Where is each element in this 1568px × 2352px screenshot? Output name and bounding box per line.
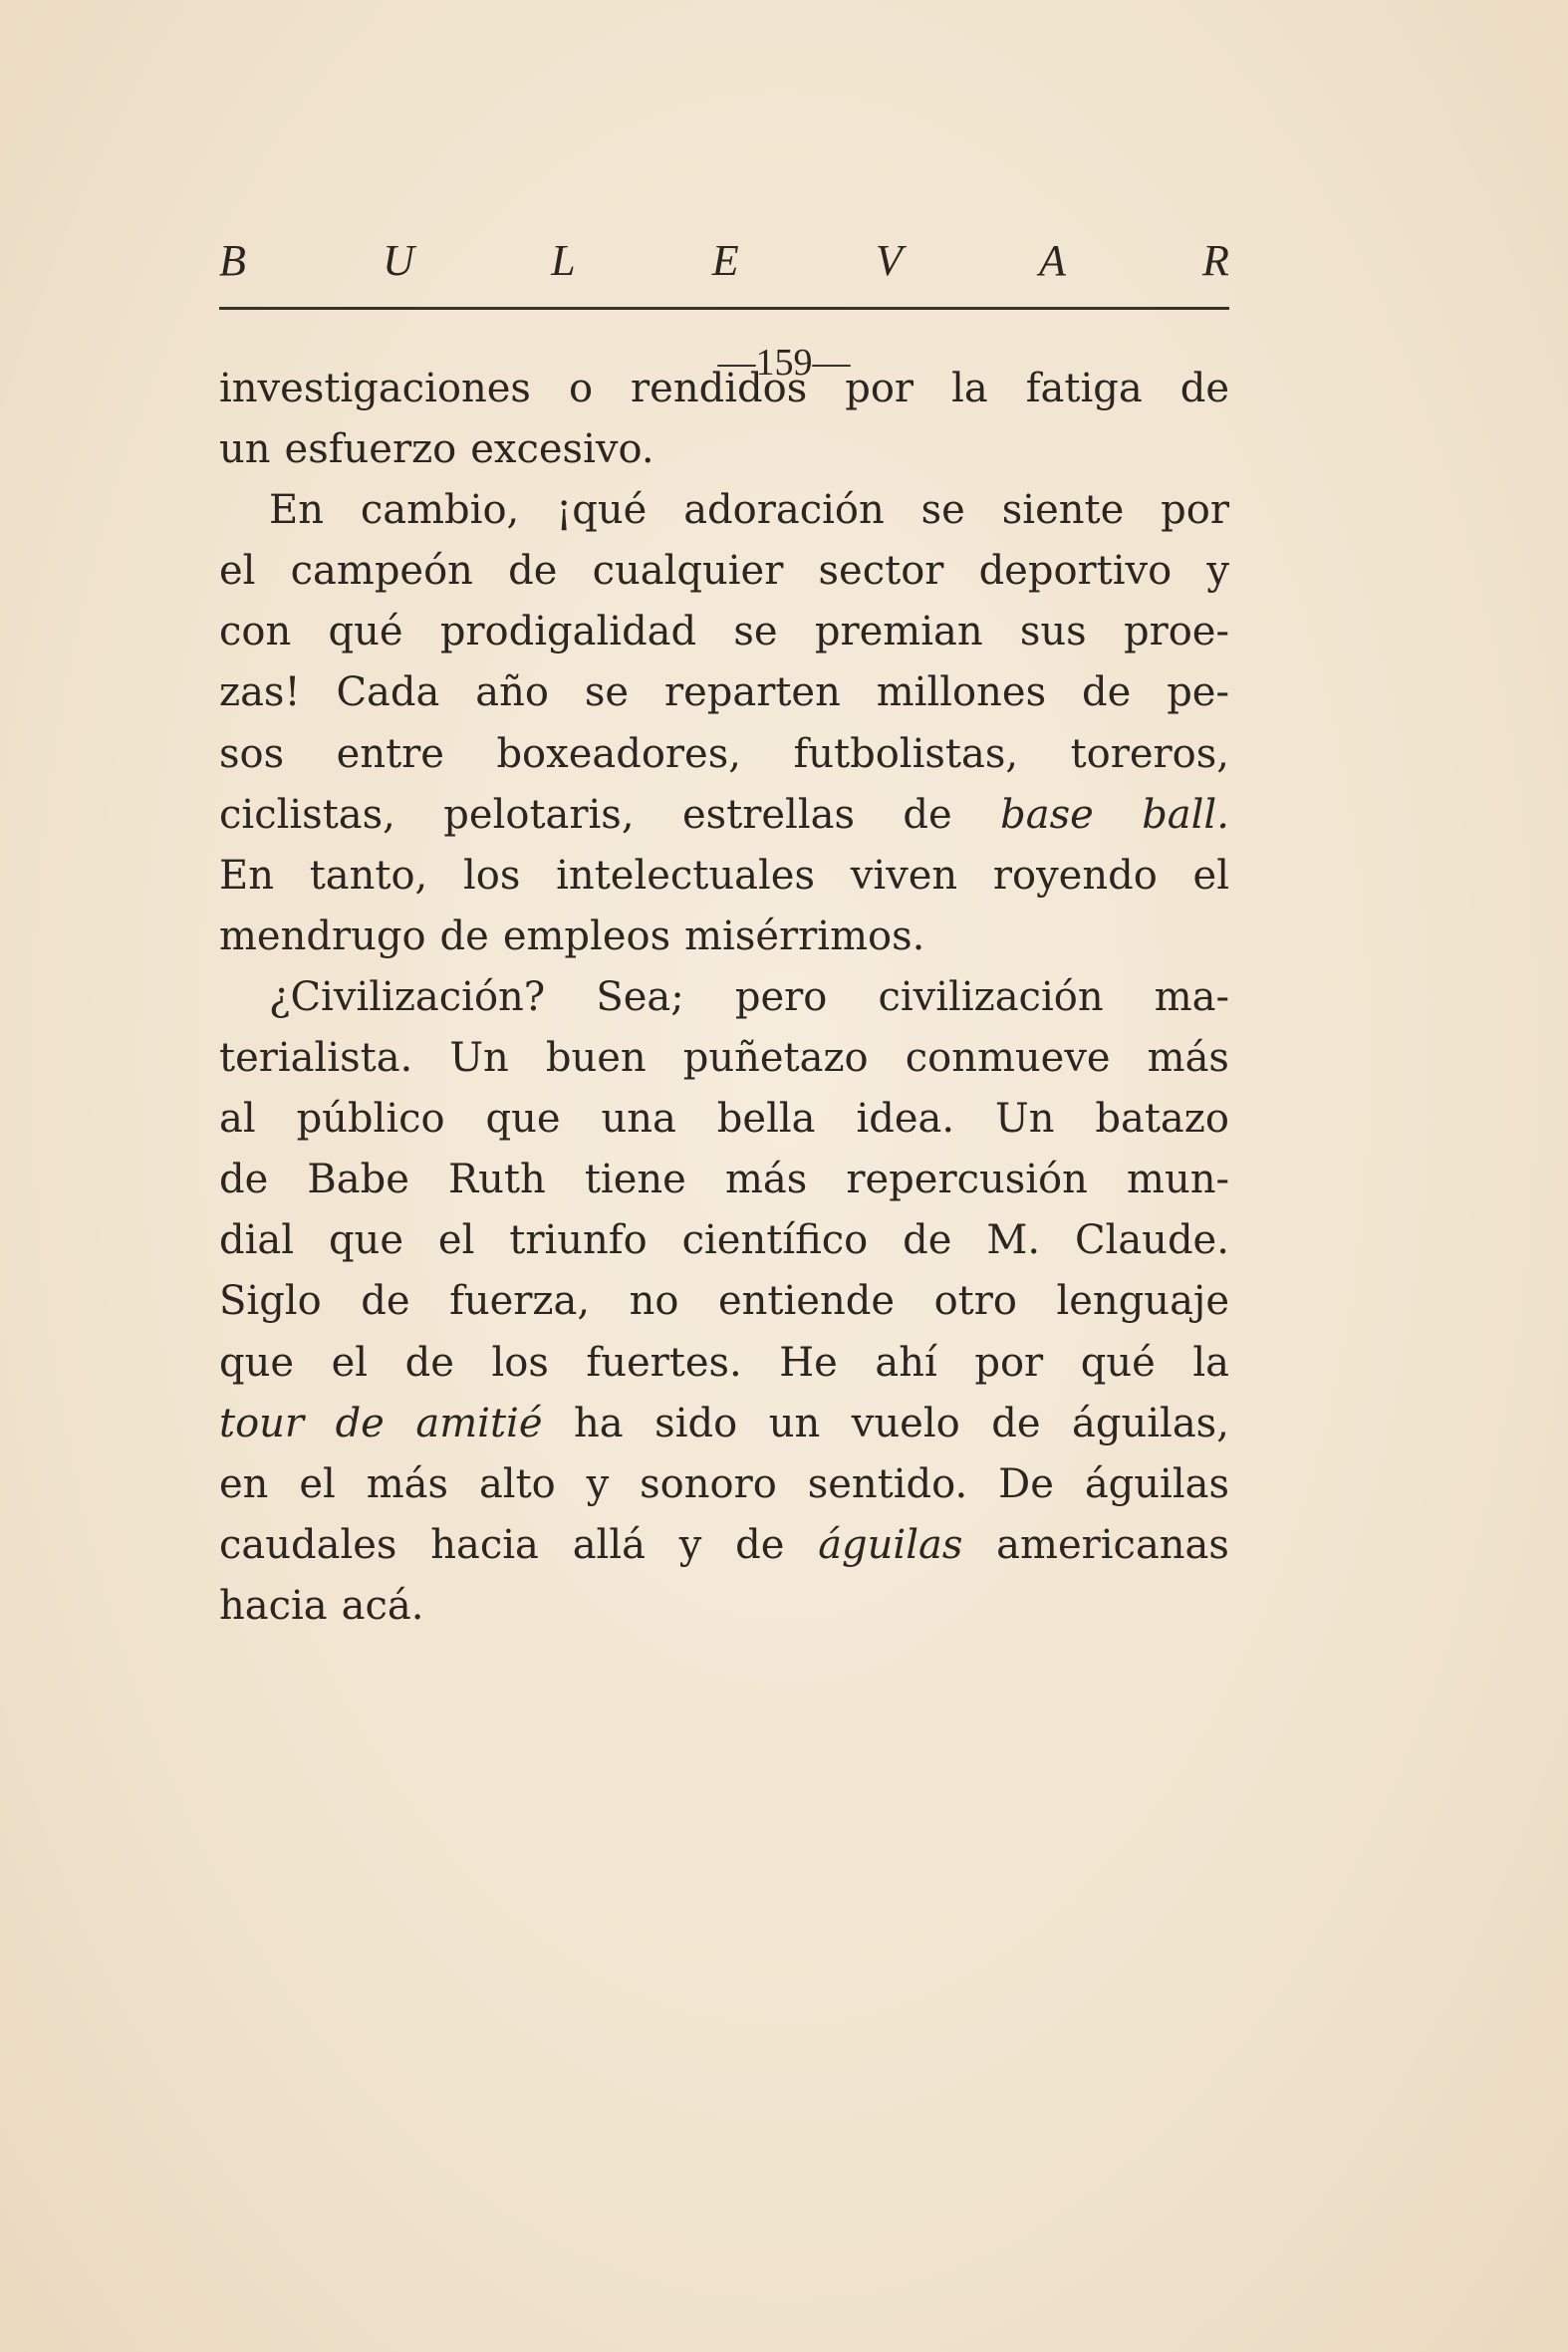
word: En bbox=[219, 852, 274, 899]
word: allá bbox=[572, 1521, 646, 1568]
word: acá. bbox=[341, 1582, 424, 1629]
word: de bbox=[508, 548, 558, 595]
word: Babe bbox=[307, 1157, 409, 1203]
text-line bbox=[219, 1515, 1229, 1576]
word: rendidos bbox=[631, 366, 808, 411]
italic-word: ball. bbox=[1142, 791, 1229, 838]
running-head-letter: V bbox=[875, 236, 903, 285]
word: adoración bbox=[683, 487, 885, 534]
italic-word: águilas bbox=[818, 1521, 963, 1568]
text-line bbox=[219, 662, 1229, 723]
word: águilas, bbox=[1072, 1400, 1229, 1446]
text-line bbox=[219, 1454, 1229, 1515]
word: la bbox=[1192, 1339, 1229, 1386]
word: los bbox=[463, 852, 521, 899]
text-line bbox=[219, 419, 1229, 480]
running-head bbox=[219, 236, 1229, 285]
text-line bbox=[219, 967, 1229, 1028]
word: americanas bbox=[996, 1521, 1229, 1568]
word: tiene bbox=[584, 1157, 686, 1203]
word: otro bbox=[933, 1278, 1017, 1325]
word: de bbox=[735, 1521, 785, 1568]
word: cambio, bbox=[360, 487, 520, 534]
word: pero bbox=[734, 973, 828, 1020]
word: de bbox=[903, 1217, 952, 1264]
word: una bbox=[601, 1096, 676, 1143]
word: triunfo bbox=[509, 1217, 648, 1264]
word: bella bbox=[716, 1096, 816, 1143]
word: que bbox=[485, 1096, 561, 1143]
word: no bbox=[629, 1278, 679, 1325]
word: fuertes. bbox=[586, 1339, 742, 1386]
text-line bbox=[219, 1576, 1229, 1637]
word: M. bbox=[986, 1217, 1041, 1264]
italic-word: amitié bbox=[415, 1400, 543, 1446]
running-head-letter: E bbox=[711, 236, 739, 285]
word: sentido. bbox=[807, 1460, 968, 1507]
body-text bbox=[219, 359, 1229, 1637]
word: los bbox=[491, 1339, 549, 1386]
word: conmueve bbox=[905, 1035, 1111, 1082]
running-head-letter: A bbox=[1038, 236, 1066, 285]
word: de bbox=[361, 1278, 410, 1325]
italic-word: de bbox=[335, 1400, 385, 1446]
word: viven bbox=[850, 852, 958, 899]
text-line bbox=[219, 1394, 1229, 1454]
word: la bbox=[951, 366, 988, 411]
word: misérrimos. bbox=[684, 913, 925, 959]
word: con bbox=[219, 609, 292, 655]
word: caudales bbox=[219, 1521, 397, 1568]
word: ciclistas, bbox=[219, 791, 395, 838]
word: estrellas bbox=[681, 791, 855, 838]
text-line bbox=[219, 846, 1229, 907]
text-line bbox=[219, 1150, 1229, 1210]
word: Ruth bbox=[448, 1157, 546, 1203]
word: sonoro bbox=[640, 1460, 777, 1507]
word: de bbox=[991, 1400, 1041, 1446]
text-line bbox=[219, 785, 1229, 846]
word: esfuerzo bbox=[284, 426, 457, 473]
word: Un bbox=[449, 1035, 509, 1082]
word: en bbox=[219, 1460, 269, 1507]
word: que bbox=[219, 1339, 295, 1386]
word: prodigalidad bbox=[439, 609, 697, 655]
word: se bbox=[733, 609, 778, 655]
word: millones bbox=[876, 669, 1047, 716]
word: el bbox=[299, 1460, 336, 1507]
word: ahí bbox=[875, 1339, 937, 1386]
word: científico bbox=[681, 1217, 869, 1264]
word: ¡qué bbox=[556, 487, 648, 534]
italic-word: tour bbox=[219, 1400, 305, 1446]
word: por bbox=[1161, 487, 1229, 534]
word: al bbox=[219, 1096, 256, 1143]
word: mendrugo bbox=[219, 913, 426, 959]
word: entiende bbox=[718, 1278, 896, 1325]
word: el bbox=[1192, 852, 1229, 899]
word: alto bbox=[478, 1460, 556, 1507]
word: águilas bbox=[1084, 1460, 1229, 1507]
word: excesivo. bbox=[470, 426, 654, 473]
italic-word: base bbox=[1000, 791, 1094, 838]
word: royendo bbox=[992, 852, 1158, 899]
word: idea. bbox=[856, 1096, 955, 1143]
text-line bbox=[219, 602, 1229, 662]
text-line bbox=[219, 1333, 1229, 1394]
text-line bbox=[219, 1028, 1229, 1089]
word: más bbox=[1147, 1035, 1229, 1082]
word: hacia bbox=[430, 1521, 539, 1568]
word: público bbox=[296, 1096, 445, 1143]
word: Claude. bbox=[1074, 1217, 1229, 1264]
word: sus bbox=[1019, 609, 1087, 655]
word: dial bbox=[219, 1217, 295, 1264]
word: pelotaris, bbox=[443, 791, 635, 838]
page-number: —159— bbox=[717, 342, 851, 384]
word: boxeadores, bbox=[496, 730, 741, 777]
word: toreros, bbox=[1070, 730, 1229, 777]
word: sos bbox=[219, 730, 285, 777]
word: proe- bbox=[1123, 609, 1229, 655]
running-head-letter: R bbox=[1202, 236, 1229, 285]
word: civilización bbox=[878, 973, 1104, 1020]
word: terialista. bbox=[219, 1035, 413, 1082]
text-line bbox=[219, 1210, 1229, 1271]
word: se bbox=[584, 669, 630, 716]
word: buen bbox=[545, 1035, 647, 1082]
word: año bbox=[475, 669, 549, 716]
word: tanto, bbox=[309, 852, 428, 899]
word: premian bbox=[814, 609, 983, 655]
word: el bbox=[437, 1217, 475, 1264]
word: Sea; bbox=[596, 973, 684, 1020]
word: sido bbox=[654, 1400, 738, 1446]
word: de bbox=[439, 913, 489, 959]
word: por bbox=[974, 1339, 1044, 1386]
word: de bbox=[903, 791, 952, 838]
word: Cada bbox=[336, 669, 440, 716]
word: y bbox=[586, 1460, 610, 1507]
word: qué bbox=[1080, 1339, 1156, 1386]
word: intelectuales bbox=[556, 852, 815, 899]
word: o bbox=[568, 366, 594, 411]
text-line bbox=[219, 724, 1229, 785]
word: futbolistas, bbox=[793, 730, 1019, 777]
word: sector bbox=[818, 548, 944, 595]
word: pe- bbox=[1167, 669, 1229, 716]
word: de bbox=[219, 1157, 269, 1203]
word: se bbox=[920, 487, 965, 534]
word: cualquier bbox=[592, 548, 784, 595]
word: de bbox=[1179, 366, 1229, 411]
word: de bbox=[1082, 669, 1132, 716]
word: qué bbox=[328, 609, 403, 655]
text-line bbox=[219, 1089, 1229, 1150]
word: Un bbox=[995, 1096, 1055, 1143]
word: por bbox=[845, 366, 915, 411]
word: De bbox=[998, 1460, 1054, 1507]
word: empleos bbox=[502, 913, 671, 959]
word: el bbox=[219, 548, 256, 595]
text-line bbox=[219, 480, 1229, 541]
word: ma- bbox=[1154, 973, 1229, 1020]
word: de bbox=[404, 1339, 454, 1386]
word: lenguaje bbox=[1056, 1278, 1229, 1325]
word: que bbox=[328, 1217, 403, 1264]
word: más bbox=[724, 1157, 808, 1203]
word: batazo bbox=[1095, 1096, 1229, 1143]
word: investigaciones bbox=[219, 366, 531, 411]
word: entre bbox=[336, 730, 444, 777]
word: deportivo bbox=[978, 548, 1173, 595]
word: ha bbox=[574, 1400, 624, 1446]
word: campeón bbox=[290, 548, 473, 595]
word: mun- bbox=[1127, 1157, 1229, 1203]
word: hacia bbox=[219, 1582, 328, 1629]
word: reparten bbox=[663, 669, 841, 716]
word: fuerza, bbox=[449, 1278, 591, 1325]
word: Siglo bbox=[219, 1278, 322, 1325]
word: vuelo bbox=[851, 1400, 960, 1446]
word: fatiga bbox=[1025, 366, 1143, 411]
word: siente bbox=[1001, 487, 1125, 534]
running-head-letter: B bbox=[219, 236, 246, 285]
word: repercusión bbox=[846, 1157, 1088, 1203]
word: un bbox=[219, 426, 271, 473]
word: un bbox=[768, 1400, 821, 1446]
text-line bbox=[219, 1271, 1229, 1332]
header-rule bbox=[219, 307, 1229, 310]
text-line bbox=[219, 907, 1229, 967]
word: He bbox=[779, 1339, 838, 1386]
running-head-letter: U bbox=[383, 236, 414, 285]
word: el bbox=[331, 1339, 369, 1386]
word: y bbox=[1206, 548, 1229, 595]
word: En bbox=[269, 487, 324, 534]
text-line bbox=[219, 541, 1229, 602]
word: ¿Civilización? bbox=[269, 973, 546, 1020]
word: zas! bbox=[219, 669, 301, 716]
word: y bbox=[678, 1521, 702, 1568]
word: más bbox=[366, 1460, 449, 1507]
word: puñetazo bbox=[682, 1035, 869, 1082]
running-head-letter: L bbox=[551, 236, 576, 285]
